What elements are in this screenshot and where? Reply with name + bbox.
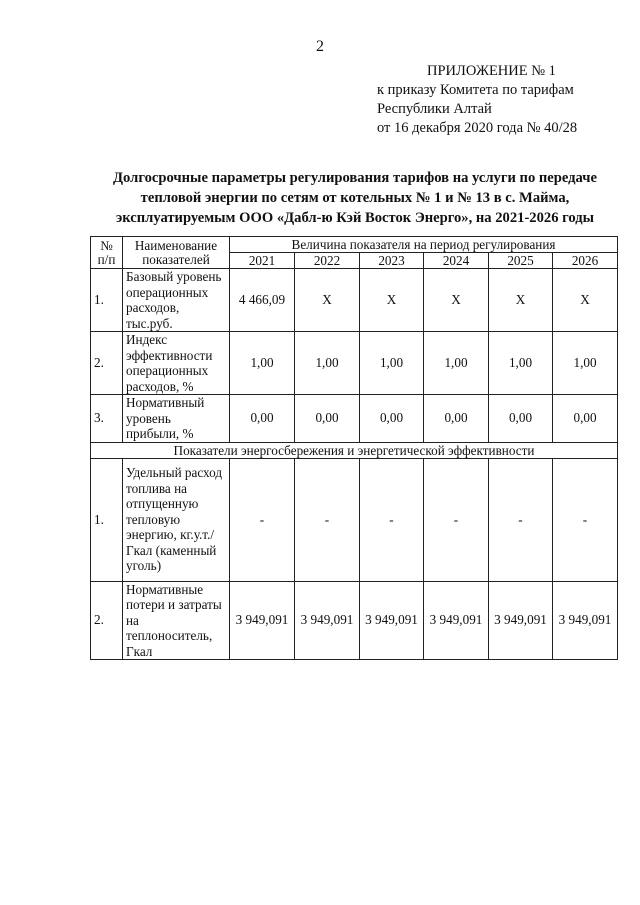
- row-number: 3.: [91, 395, 123, 443]
- row-name: Базовый уровень операционных расходов, тыс.руб.: [123, 269, 230, 332]
- row-value: X: [553, 269, 618, 332]
- header-year: 2026: [553, 253, 618, 269]
- appendix-republic-line: Республики Алтай: [377, 101, 492, 117]
- row-value: 1,00: [424, 332, 489, 395]
- table-row: [91, 458, 618, 581]
- table-row: [91, 332, 618, 395]
- row-value: -: [230, 458, 295, 581]
- row-value: 1,00: [230, 332, 295, 395]
- section-row: [91, 442, 618, 458]
- row-value: -: [553, 458, 618, 581]
- row-value: 3 949,091: [230, 581, 295, 660]
- row-value: -: [360, 458, 424, 581]
- row-value: 3 949,091: [489, 581, 553, 660]
- row-number: 1.: [91, 458, 123, 581]
- header-year: 2021: [230, 253, 295, 269]
- header-num: № п/п: [91, 237, 123, 269]
- row-value: 0,00: [424, 395, 489, 443]
- row-value: 3 949,091: [553, 581, 618, 660]
- row-name: Нормативные потери и затраты на теплоноситель, Гкал: [123, 581, 230, 660]
- table-row: [91, 269, 618, 332]
- header-year: 2022: [295, 253, 360, 269]
- row-value: 1,00: [295, 332, 360, 395]
- row-value: X: [295, 269, 360, 332]
- header-year: 2023: [360, 253, 424, 269]
- appendix-block: [377, 62, 577, 138]
- row-value: X: [360, 269, 424, 332]
- header-name: Наименование показателей: [123, 237, 230, 269]
- row-value: -: [295, 458, 360, 581]
- row-value: 1,00: [553, 332, 618, 395]
- row-value: 0,00: [230, 395, 295, 443]
- row-value: -: [424, 458, 489, 581]
- table-row: [91, 395, 618, 443]
- header-year: 2024: [424, 253, 489, 269]
- header-period: Величина показателя на период регулирования: [230, 237, 618, 253]
- page-number: 2: [316, 38, 324, 55]
- row-value: X: [424, 269, 489, 332]
- row-number: 2.: [91, 581, 123, 660]
- row-name: Удельный расход топлива на отпущенную тепловую энергию, кг.у.т./Гкал (каменный уголь): [123, 458, 230, 581]
- row-value: 3 949,091: [360, 581, 424, 660]
- row-value: 1,00: [360, 332, 424, 395]
- row-value: X: [489, 269, 553, 332]
- row-value: 0,00: [360, 395, 424, 443]
- section-title: Показатели энергосбережения и энергетической эффективности: [91, 442, 618, 458]
- row-value: 4 466,09: [230, 269, 295, 332]
- table-row: [91, 581, 618, 660]
- row-value: -: [489, 458, 553, 581]
- parameters-table: [90, 236, 618, 660]
- row-value: 0,00: [553, 395, 618, 443]
- row-number: 2.: [91, 332, 123, 395]
- appendix-order-line: к приказу Комитета по тарифам: [377, 82, 574, 98]
- row-name: Индекс эффективности операционных расходов, %: [123, 332, 230, 395]
- row-value: 0,00: [295, 395, 360, 443]
- row-name: Нормативный уровень прибыли, %: [123, 395, 230, 443]
- header-year: 2025: [489, 253, 553, 269]
- row-number: 1.: [91, 269, 123, 332]
- row-value: 3 949,091: [424, 581, 489, 660]
- row-value: 1,00: [489, 332, 553, 395]
- document-title: Долгосрочные параметры регулирования тарифов на услуги по передаче тепловой энергии по сетям от котельных № 1 и № 13 в с. Майма, эксплуатируемым ООО «Дабл-ю Кэй Восток Энерго», на 2021-2026 годы: [113, 170, 597, 226]
- appendix-title: ПРИЛОЖЕНИЕ № 1: [427, 63, 556, 79]
- row-value: 3 949,091: [295, 581, 360, 660]
- row-value: 0,00: [489, 395, 553, 443]
- appendix-date-line: от 16 декабря 2020 года № 40/28: [377, 120, 578, 136]
